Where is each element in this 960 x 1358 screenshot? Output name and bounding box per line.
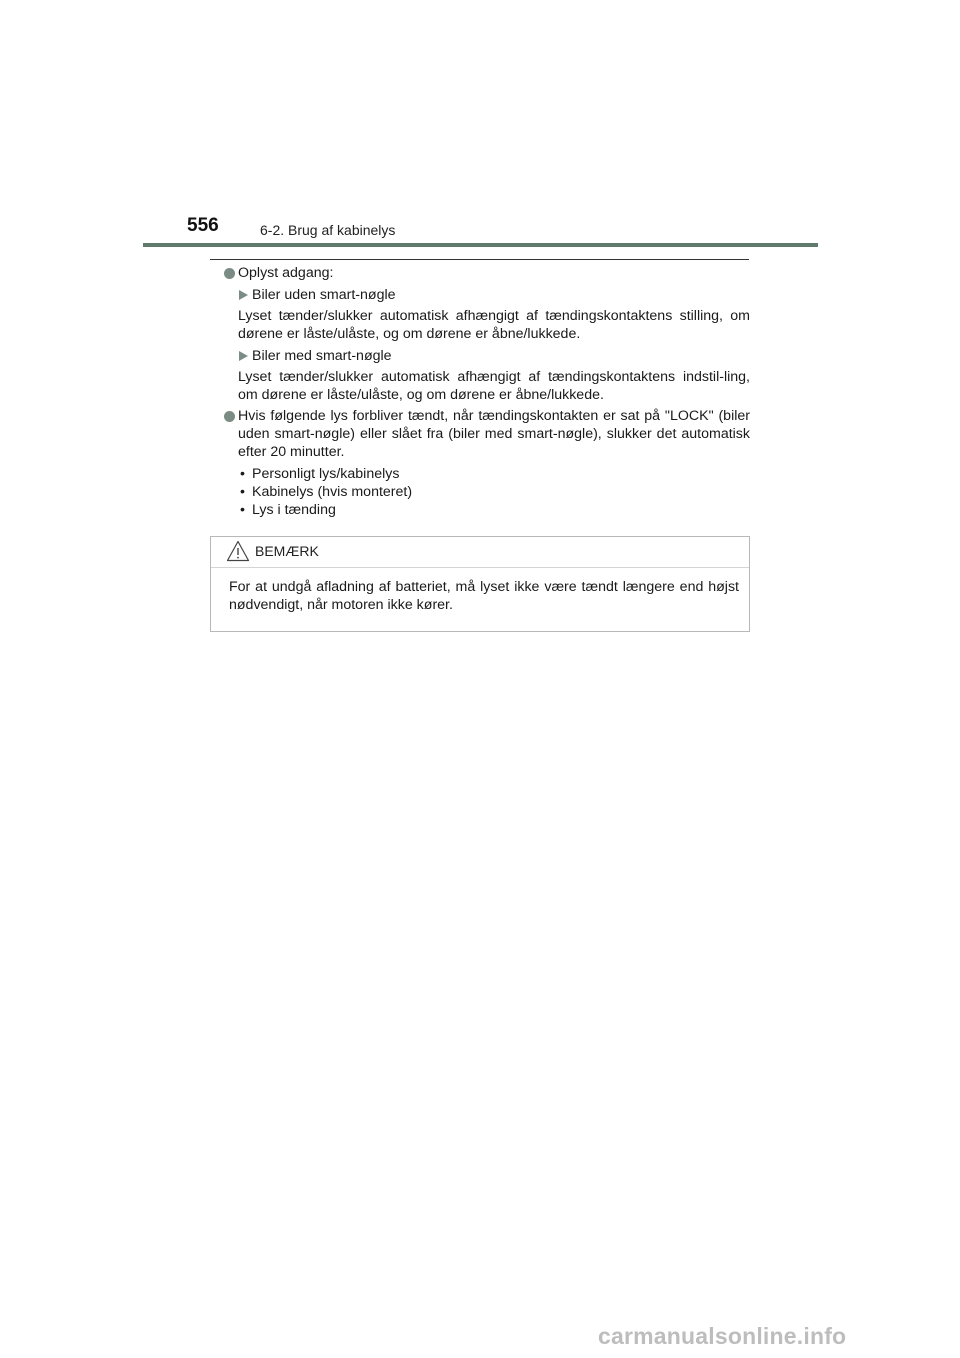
page-number: 556 (187, 215, 219, 236)
list-dot-icon: • (240, 484, 245, 500)
header-divider (143, 243, 818, 247)
bullet-item-illuminated-entry (222, 264, 750, 282)
list-dot-icon: • (240, 502, 245, 518)
list-item (240, 501, 750, 519)
subsection-paragraph: Lyset tænder/slukker automatisk afhængigt af tændingskontaktens indstil-ling, om dørene er låste/ulåste, og om dørene er åbne/lukkede. (238, 369, 750, 403)
list-dot-icon: • (240, 466, 245, 482)
bullet-dot-icon (224, 268, 235, 279)
notice-text: For at undgå afladning af batteriet, må lyset ikke være tændt længere end højst nødvendigt, når motoren ikke kører. (229, 579, 739, 613)
triangle-right-icon (239, 351, 248, 361)
list-item-label: Lys i tænding (252, 502, 336, 518)
subsection-heading-without-smart-key (222, 286, 750, 304)
triangle-right-icon (239, 290, 248, 300)
list-item (240, 465, 750, 483)
watermark: carmanualsonline.info (598, 1323, 847, 1349)
notice-box (210, 536, 750, 632)
section-title: 6-2. Brug af kabinelys (260, 222, 396, 238)
subsection-heading-with-smart-key (222, 347, 750, 365)
notice-header (211, 537, 749, 568)
list-item-label: Personligt lys/kabinelys (252, 466, 400, 482)
subsection-paragraph: Lyset tænder/slukker automatisk afhængigt af tændingskontaktens stilling, om dørene er låste/ulåste, og om dørene er åbne/lukkede. (238, 308, 750, 342)
bullet-label: Oplyst adgang: (238, 265, 334, 281)
page-header (0, 0, 960, 250)
bullet-dot-icon (224, 411, 235, 422)
bullet-label: Hvis følgende lys forbliver tændt, når tændingskontakten er sat på "LOCK" (biler uden smart-nøgle) eller slået fra (biler med smart-nøgle), slukker det automatisk efter 20 minutter. (238, 408, 750, 460)
list-item (240, 483, 750, 501)
main-content (222, 264, 750, 519)
subsection-heading-label: Biler uden smart-nøgle (252, 287, 396, 303)
subsection-heading-label: Biler med smart-nøgle (252, 348, 392, 364)
notice-title: BEMÆRK (255, 543, 319, 559)
bullet-item-auto-off (222, 407, 750, 461)
content-divider (210, 259, 749, 260)
list-item-label: Kabinelys (hvis monteret) (252, 484, 413, 500)
warning-triangle-icon (226, 540, 250, 562)
light-list (222, 465, 750, 519)
